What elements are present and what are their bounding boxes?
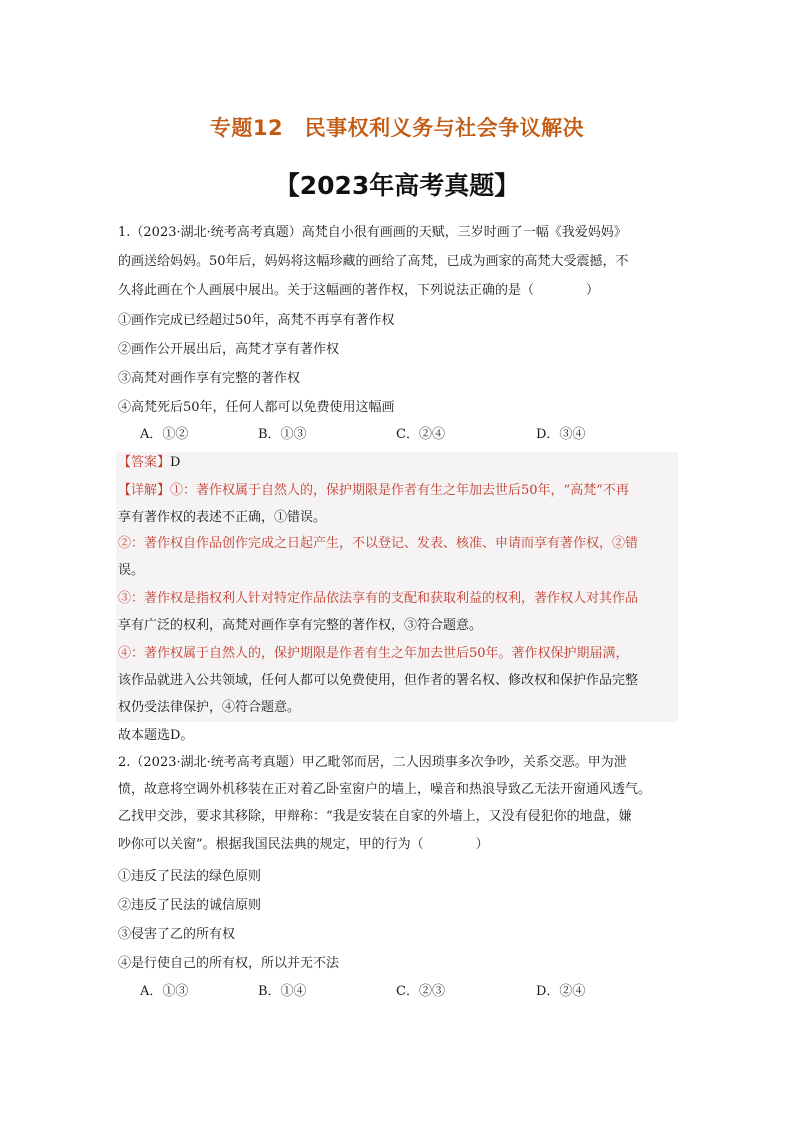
q2-statement: ①违反了民法的绿色原则 [118,869,262,884]
q1-conclusion: 故本题选D。 [118,728,194,743]
q1-option-a: A．①② [140,427,189,442]
q1-statement: ②画作公开展出后，高梵才享有著作权 [118,342,340,357]
q1-detail-line: 享有著作权的表述不正确，①错误。 [118,510,327,525]
q1-detail-line: 权仍受法律保护，④符合题意。 [118,700,301,715]
q2-option-d: D．②④ [536,984,586,999]
q2-statement: ④是行使自己的所有权，所以并无不法 [118,956,340,971]
q2-statement: ③侵害了乙的所有权 [118,927,236,942]
detail-text: ①：著作权属于自然人的，保护期限是作者有生之年加去世后50年，“高梵”不再 [170,483,629,498]
q1-detail-line: ②：著作权自作品创作完成之日起产生，不以登记、发表、核准、申请而享有著作权，②错 [118,536,639,551]
q2-stem-line: 乙找甲交涉，要求其移除，甲辩称：“我是安装在自家的外墙上，又没有侵犯你的地盘，嫌 [118,809,632,824]
q2-option-b: B．①④ [258,984,307,999]
q2-stem-line: 2.（2023·湖北·统考高考真题）甲乙毗邻而居，二人因琐事多次争吵，关系交恶。甲为泄 [118,755,627,770]
q1-detail-line: 该作品就进入公共领域，任何人都可以免费使用，但作者的署名权、修改权和保护作品完整 [118,673,639,688]
section-heading: 【2023年高考真题】 [274,171,520,200]
q1-stem-line: 1.（2023·湖北·统考高考真题）高梵自小很有画画的天赋，三岁时画了一幅《我爱妈妈》 [118,225,627,240]
q2-option-a: A．①③ [140,984,189,999]
q1-option-d: D．③④ [536,427,586,442]
q2-stem-line: 吵你可以关窗”。根据我国民法典的规定，甲的行为（ ） [118,837,489,852]
q1-statement: ④高梵死后50年，任何人都可以免费使用这幅画 [118,400,395,415]
page-title: 专题12 民事权利义务与社会争议解决 [209,116,585,140]
q1-detail-line: ③：著作权是指权利人针对特定作品依法享有的支配和获取利益的权利，著作权人对其作品 [118,591,639,606]
q1-statement: ③高梵对画作享有完整的著作权 [118,371,301,386]
q2-option-c: C．②③ [396,984,445,999]
q1-stem-line: 久将此画在个人画展中展出。关于这幅画的著作权，下列说法正确的是（ ） [118,283,600,298]
q1-option-b: B．①③ [258,427,307,442]
detail-label: 【详解】 [118,483,171,498]
q1-statement: ①画作完成已经超过50年，高梵不再享有著作权 [118,313,395,328]
q1-option-c: C．②④ [396,427,445,442]
q1-detail-line [118,480,678,502]
q1-answer [118,452,678,474]
q1-detail-line: 误。 [118,563,145,578]
answer-label: 【答案】 [118,455,171,470]
q1-detail-line: ④：著作权属于自然人的，保护期限是作者有生之年加去世后50年。著作权保护期届满， [118,646,629,661]
q2-stem-line: 愤，故意将空调外机移装在正对着乙卧室窗户的墙上，噪音和热浪导致乙无法开窗通风透气。 [118,782,652,797]
answer-value: D [170,455,181,470]
q1-stem-line: 的画送给妈妈。50年后，妈妈将这幅珍藏的画给了高梵，已成为画家的高梵大受震撼，不 [118,254,629,269]
q1-detail-line: 享有广泛的权利，高梵对画作享有完整的著作权，③符合题意。 [118,618,483,633]
q2-statement: ②违反了民法的诚信原则 [118,898,262,913]
